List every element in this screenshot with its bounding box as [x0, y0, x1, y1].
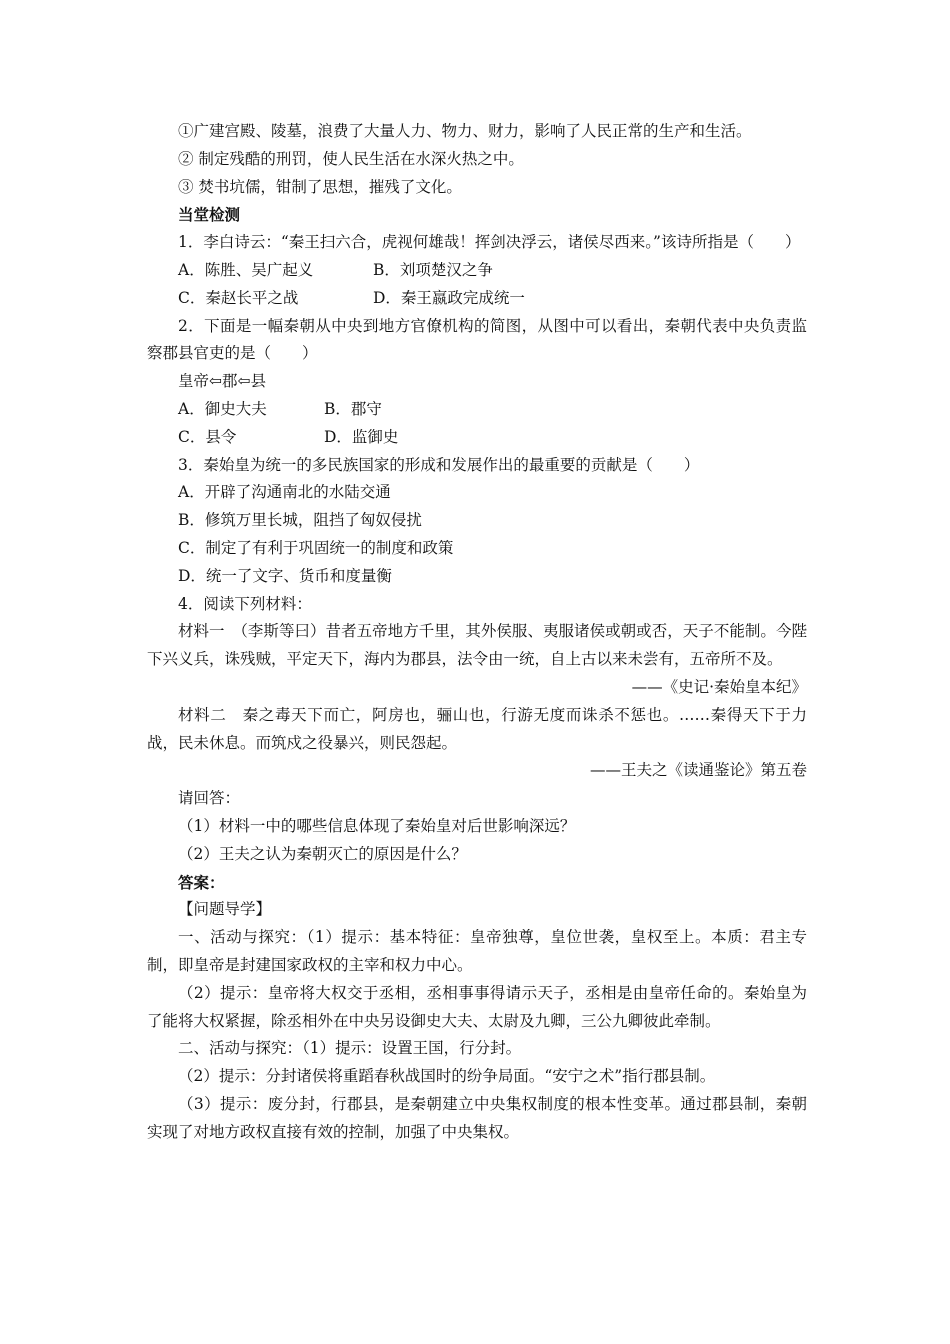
- question-3: 3．秦始皇为统一的多民族国家的形成和发展作出的最重要的贡献是（ ）: [178, 455, 700, 474]
- question-2-diagram: 皇帝⇦郡⇦县: [178, 372, 266, 391]
- option-b: B．郡守: [324, 399, 382, 418]
- option-b: B．刘项楚汉之争: [373, 260, 493, 279]
- question-1-options-row-1: [147, 257, 807, 285]
- question-1-options-row-2: [147, 285, 807, 313]
- question-2-options-row-1: [147, 396, 807, 424]
- answer-prompt: 请回答：: [178, 789, 241, 808]
- sub-question-2: （2）王夫之认为秦朝灭亡的原因是什么？: [178, 844, 467, 863]
- option-a: A．陈胜、吴广起义: [178, 260, 314, 279]
- answer-2: （2）提示：皇帝将大权交于丞相，丞相事事得请示天子，丞相是由皇帝任命的。秦始皇为了能将大权紧握，除丞相外在中央另设御史大夫、太尉及九卿，三公九卿彼此牵制。: [147, 983, 807, 1030]
- question-2-options-row-2: [147, 424, 807, 452]
- material-2: 材料二 秦之毒天下而亡，阿房也，骊山也，行游无度而诛杀不惩也。……秦得天下于力战，民未休息。而筑戍之役暴兴，则民怨起。: [147, 705, 807, 752]
- material-1-source: ——《史记·秦始皇本纪》: [631, 677, 807, 696]
- consequence-2: ② 制定残酷的刑罚，使人民生活在水深火热之中。: [178, 149, 524, 168]
- section-heading-test: 当堂检测: [178, 205, 241, 225]
- option-a: A．御史大夫: [178, 399, 267, 418]
- option-d: D．秦王嬴政完成统一: [373, 288, 525, 307]
- option-a: A．开辟了沟通南北的水陆交通: [178, 483, 391, 502]
- consequence-1: ①广建宫殿、陵墓，浪费了大量人力、物力、财力，影响了人民正常的生产和生活。: [178, 122, 752, 140]
- consequence-3: ③ 焚书坑儒，钳制了思想，摧残了文化。: [178, 177, 462, 196]
- answer-1: 一、活动与探究：（1）提示：基本特征：皇帝独尊，皇位世袭，皇权至上。本质：君主专制，即皇帝是封建国家政权的主宰和权力中心。: [147, 928, 807, 974]
- answer-5: （3）提示：废分封，行郡县，是秦朝建立中央集权制度的根本性变革。通过郡县制，秦朝实现了对地方政权直接有效的控制，加强了中央集权。: [147, 1094, 807, 1141]
- option-d: D．统一了文字、货币和度量衡: [178, 566, 392, 585]
- section-heading-answers: 答案：: [178, 872, 225, 892]
- option-b: B．修筑万里长城，阻挡了匈奴侵扰: [178, 511, 422, 530]
- question-2: 2．下面是一幅秦朝从中央到地方官僚机构的简图，从图中可以看出，秦朝代表中央负责监察郡县官吏的是（ ）: [147, 316, 807, 363]
- material-1: 材料一 （李斯等曰）昔者五帝地方千里，其外侯服、夷服诸侯或朝或否，天子不能制。今陛下兴义兵，诛残贼，平定天下，海内为郡县，法令由一统，自上古以来未尝有，五帝所不及。: [147, 622, 807, 669]
- question-4: 4．阅读下列材料：: [178, 594, 312, 613]
- sub-question-1: （1）材料一中的哪些信息体现了秦始皇对后世影响深远？: [178, 816, 576, 835]
- answer-4: （2）提示：分封诸侯将重蹈春秋战国时的纷争局面。“安宁之术”指行郡县制。: [178, 1067, 716, 1086]
- document-page: [147, 118, 807, 1146]
- answers-subheading: 【问题导学】: [178, 900, 272, 919]
- answer-3: 二、活动与探究：（1）提示：设置王国，行分封。: [178, 1039, 522, 1058]
- option-d: D．监御史: [324, 427, 399, 446]
- option-c: C．县令: [178, 427, 237, 446]
- option-c: C．制定了有利于巩固统一的制度和政策: [178, 538, 454, 557]
- option-c: C．秦赵长平之战: [178, 288, 299, 307]
- material-2-source: ——王夫之《读通鉴论》第五卷: [589, 761, 807, 780]
- question-1: 1．李白诗云：“秦王扫六合，虎视何雄哉！挥剑决浮云，诸侯尽西来。”该诗所指是（ ）: [178, 233, 801, 252]
